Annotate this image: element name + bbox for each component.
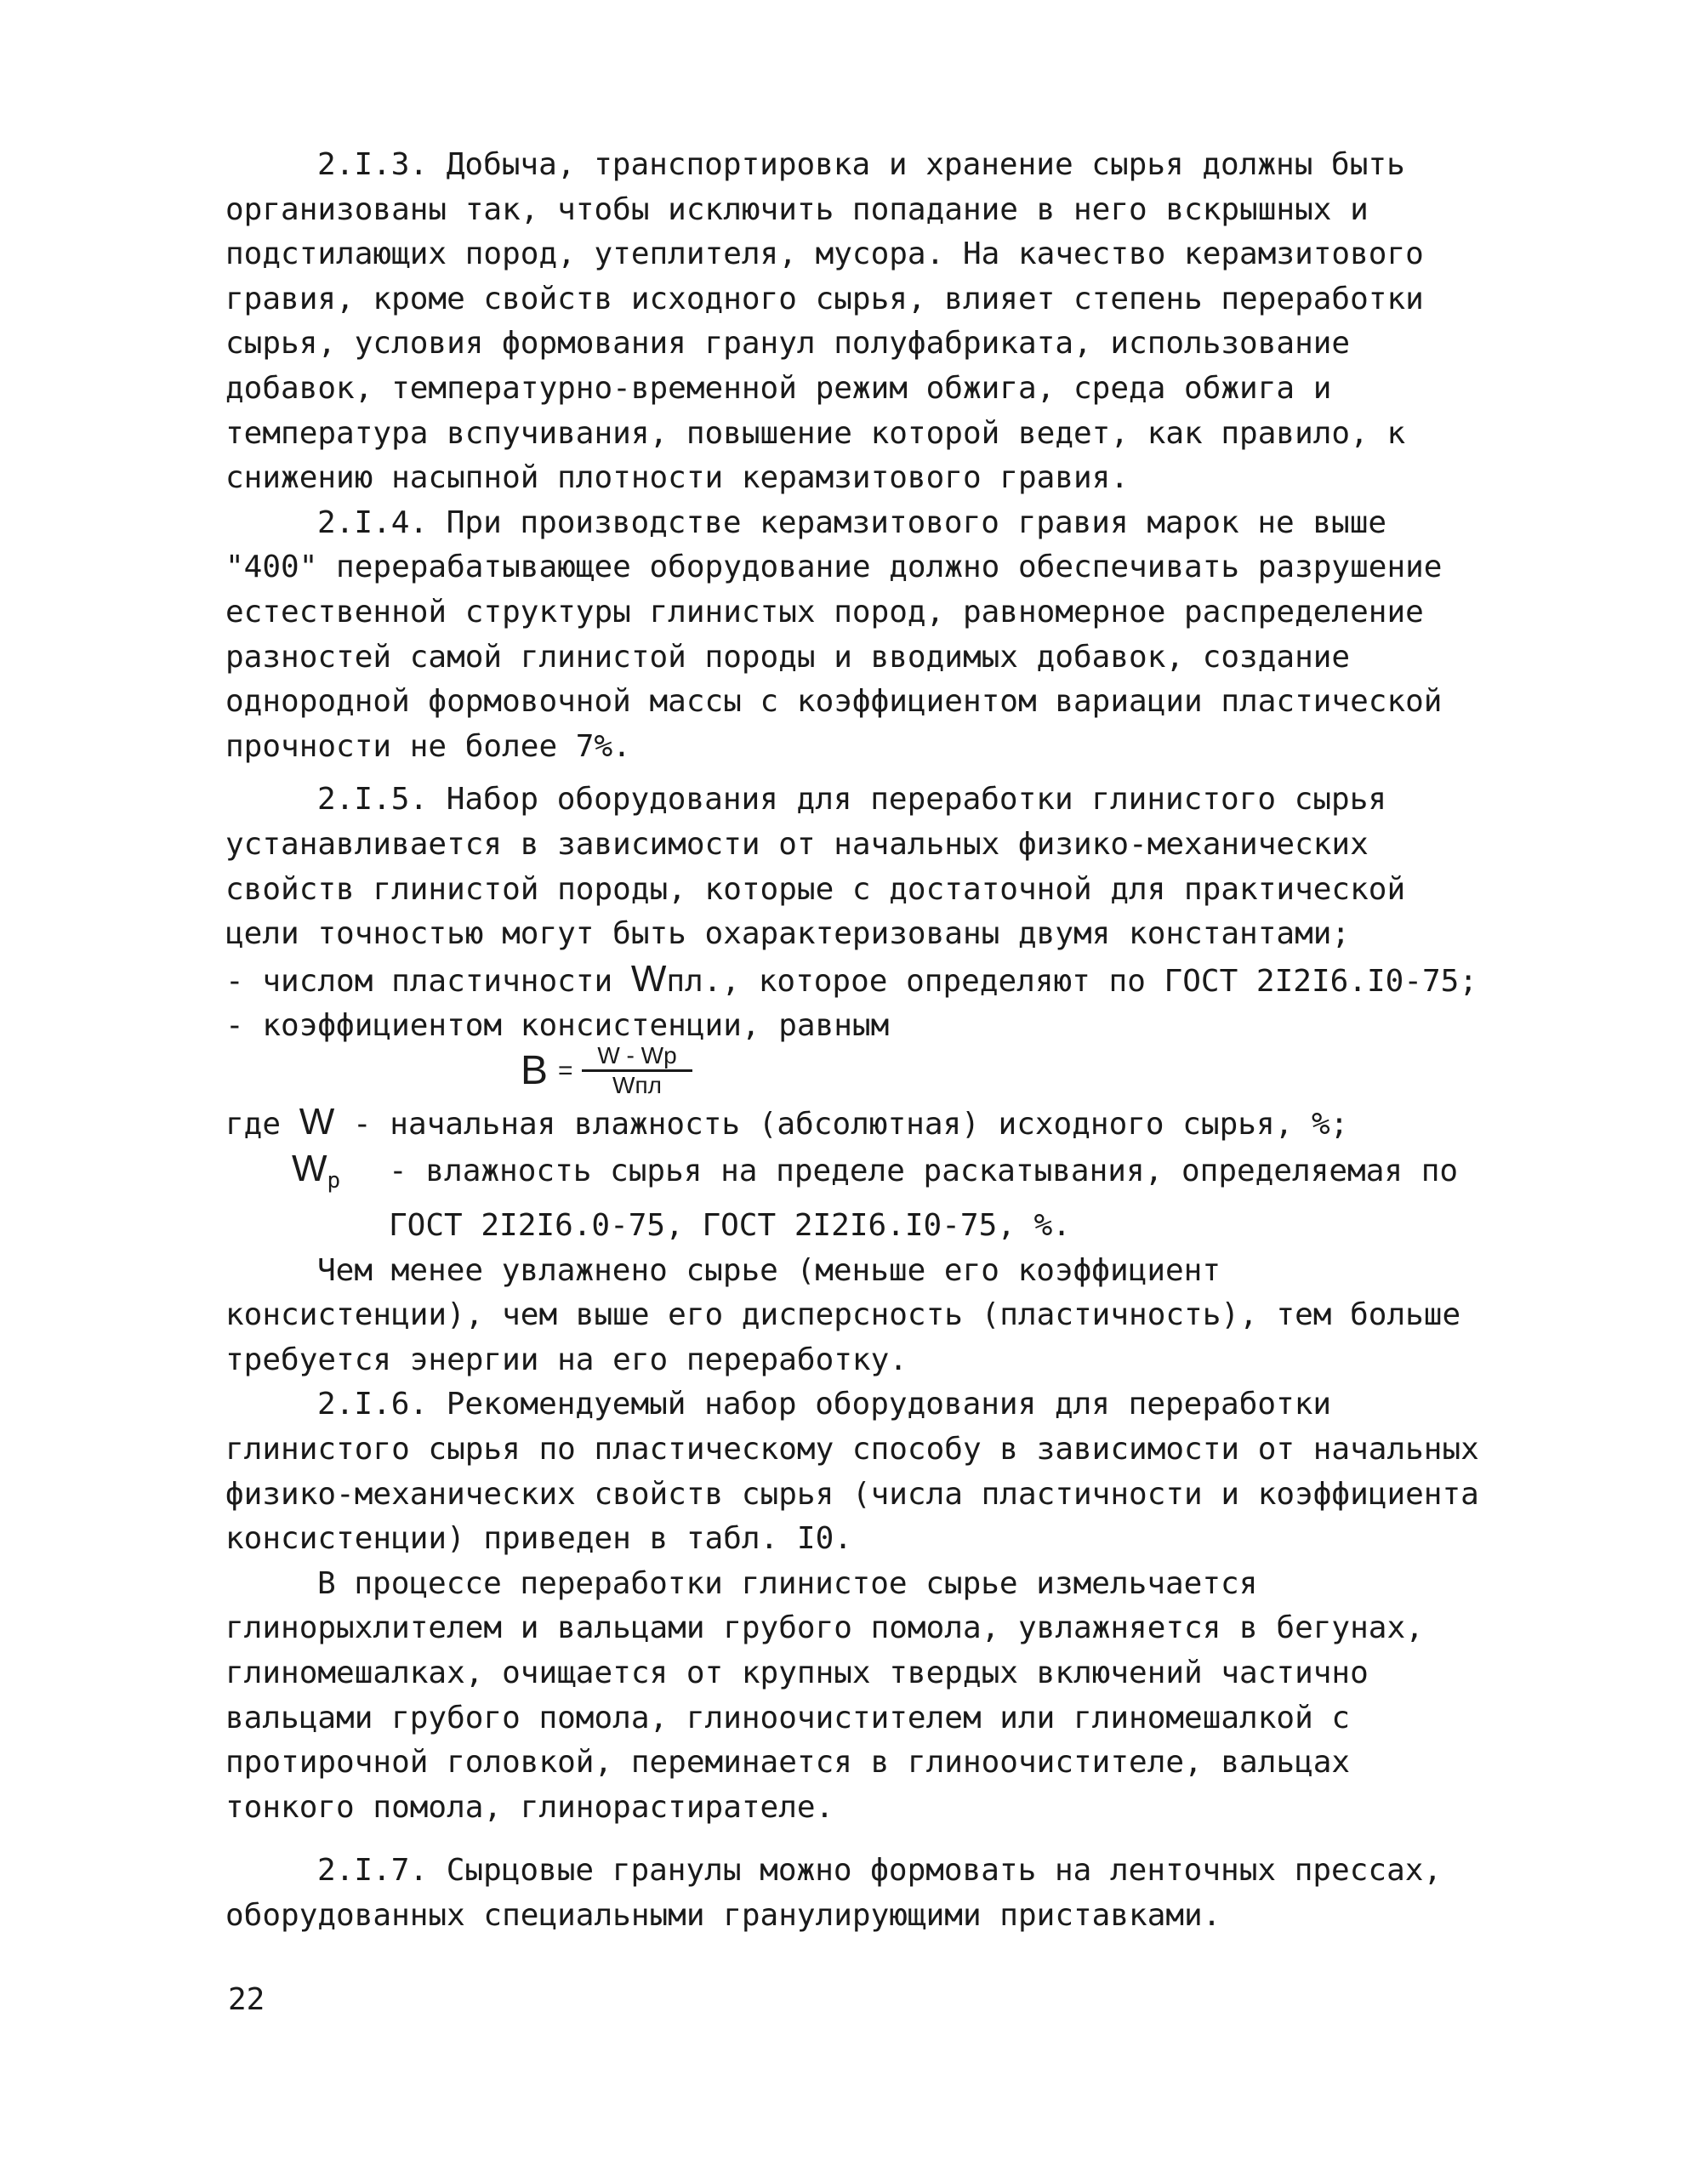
paragraph-2-1-7: 2.I.7. Сырцовые гранулы можно формовать на ленточных прессах, оборудованных специальными гранулирующими приставками.: [225, 1853, 1443, 1933]
formula-lhs: B: [521, 1047, 549, 1093]
list-item-plasticity-suffix: пл., которое определяют по ГОСТ 2I2I6.I0-75;: [666, 963, 1478, 999]
definition-w: [225, 1100, 1484, 1148]
wp-subscript: p: [327, 1168, 341, 1194]
paragraph-2-1-6: 2.I.6. Рекомендуемый набор оборудования для переработки глинистого сырья по пластическому способу в зависимости от начальных физико-механических свойств сырья (числа пластичности и коэффициента консистенции) приведен в табл. I0.: [225, 1387, 1479, 1557]
list-item-plasticity: [225, 957, 1484, 1005]
page-number: 22: [228, 1982, 265, 2017]
wp-definition: - влажность сырья на пределе раскатывания, определяемая по ГОСТ 2I2I6.0-75, ГОСТ 2I2I6.I0-75, %.: [389, 1154, 1459, 1244]
consistency-formula: [521, 1041, 1484, 1100]
body-text: [225, 143, 1484, 1939]
paragraph-2-1-4: 2.I.4. При производстве керамзитового гравия марок не выше "400" перерабатывающее оборудование должно обеспечивать разрушение естественной структуры глинистых пород, равномерное распределение разностей самой глинистой породы и вводимых добавок, создание однородной формовочной массы с коэффициентом вариации пластической прочности не более 7%.: [225, 504, 1443, 764]
formula-equals: =: [558, 1056, 573, 1085]
where-label: где: [225, 1106, 282, 1142]
paragraph-2-1-5: 2.I.5. Набор оборудования для переработки глинистого сырья устанавливается в зависимости от начальных физико-механических свойств глинистой породы, которые с достаточной для практической цели точностью могут быть охарактеризованы двумя константами;: [225, 782, 1406, 952]
formula-fraction: [582, 1042, 692, 1099]
paragraph-process: В процессе переработки глинистое сырье измельчается глинорыхлителем и вальцами грубого помола, увлажняется в бегунах, глиномешалках, очищается от крупных твердых включений частично вальцами грубого помола, глиноочистителем или глиномешалкой с протирочной головкой, переминается в глиноочистителе, вальцах тонкого помола, глинорастирателе.: [225, 1565, 1424, 1825]
formula-denominator: Wпл: [612, 1071, 662, 1098]
w-symbol: W: [299, 1100, 335, 1143]
paragraph-2-1-3: 2.I.3. Добыча, транспортировка и хранение сырья должны быть организованы так, чтобы исключить попадание в него вскрышных и подстилающих пород, утеплителя, мусора. На качество керамзитового гравия, кроме свойств исходного сырья, влияет степень переработки сырья, условия формования гранул полуфабриката, использование добавок, температурно-временной режим обжига, среда обжига и температура вспучивания, повышение которой ведет, как правило, к снижению насыпной плотности керамзитового гравия.: [225, 147, 1424, 496]
list-item-consistency: - коэффициентом консистенции, равным: [225, 1008, 890, 1044]
plasticity-symbol: W: [630, 957, 667, 1000]
formula-numerator: W - Wp: [582, 1042, 692, 1072]
w-definition: - начальная влажность (абсолютная) исходного сырья, %;: [352, 1106, 1349, 1142]
list-item-plasticity-prefix: - числом пластичности: [225, 963, 631, 999]
wp-key: [292, 1147, 389, 1204]
definition-wp: [225, 1147, 1484, 1248]
paragraph-moisture: Чем менее увлажнено сырье (меньше его коэффициент консистенции), чем выше его дисперсность (пластичность), тем больше требуется энергии на его переработку.: [225, 1252, 1461, 1377]
wp-symbol: W: [292, 1148, 327, 1190]
